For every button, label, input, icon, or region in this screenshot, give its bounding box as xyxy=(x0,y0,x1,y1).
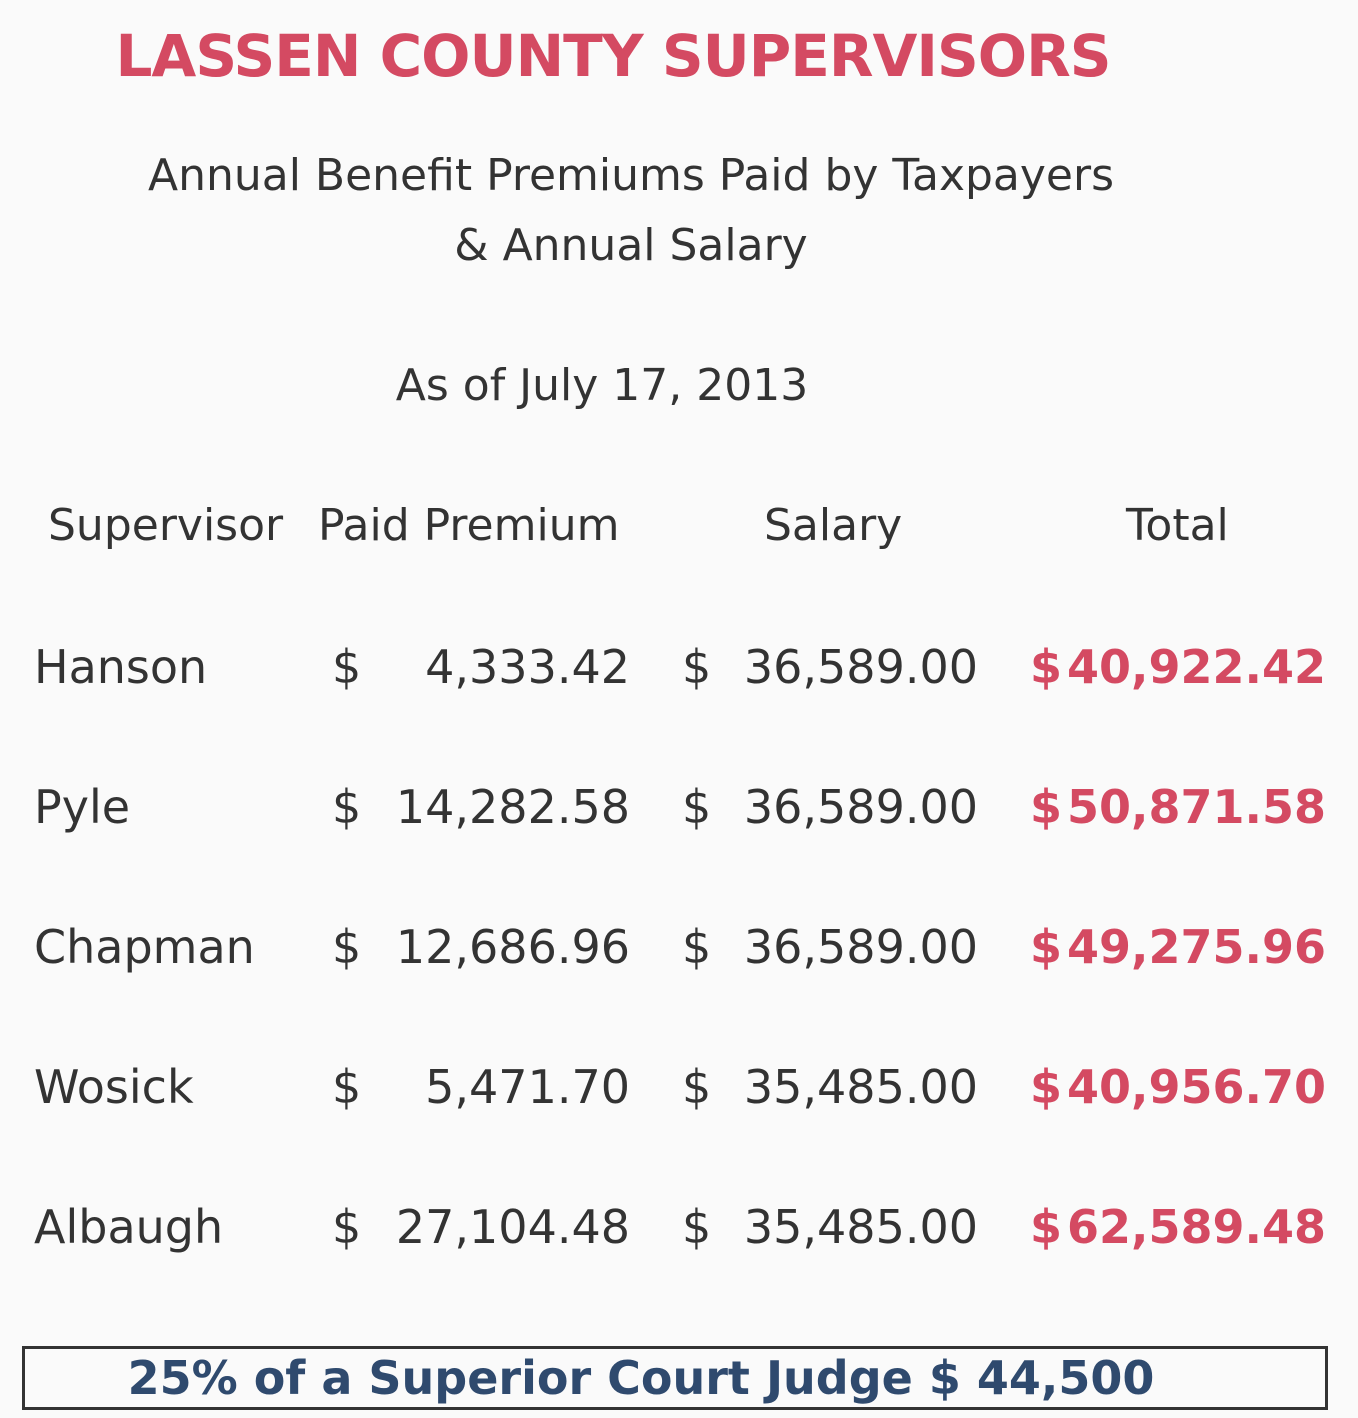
salary-currency: $ xyxy=(682,1200,712,1254)
supervisor-name: Chapman xyxy=(34,920,255,974)
total-value: 50,871.58 xyxy=(1067,780,1326,834)
footer-box xyxy=(22,1346,1328,1410)
salary-value: 36,589.00 xyxy=(743,920,978,974)
total-value: 40,956.70 xyxy=(1067,1060,1326,1114)
subtitle-line-2: & Annual Salary xyxy=(454,220,808,271)
as-of-date: As of July 17, 2013 xyxy=(395,360,809,411)
supervisor-name: Albaugh xyxy=(34,1200,224,1254)
salary-value: 36,589.00 xyxy=(743,780,978,834)
premium-currency: $ xyxy=(332,1200,362,1254)
salary-currency: $ xyxy=(682,920,712,974)
salary-value: 35,485.00 xyxy=(743,1200,978,1254)
premium-value: 12,686.96 xyxy=(395,920,630,974)
total-value: 49,275.96 xyxy=(1067,920,1326,974)
table-row xyxy=(0,920,1358,980)
premium-currency: $ xyxy=(332,640,362,694)
total-value: 62,589.48 xyxy=(1067,1200,1326,1254)
page-title: LASSEN COUNTY SUPERVISORS xyxy=(115,22,1111,90)
supervisor-name: Hanson xyxy=(34,640,208,694)
total-value: 40,922.42 xyxy=(1067,640,1326,694)
salary-value: 36,589.00 xyxy=(743,640,978,694)
column-header-total: Total xyxy=(1126,500,1229,551)
premium-currency: $ xyxy=(332,1060,362,1114)
supervisor-name: Pyle xyxy=(34,780,131,834)
subtitle-line-1: Annual Benefit Premiums Paid by Taxpayers xyxy=(147,150,1115,201)
column-header-paid-premium: Paid Premium xyxy=(318,500,620,551)
total-currency: $ xyxy=(1030,640,1063,694)
salary-value: 35,485.00 xyxy=(743,1060,978,1114)
footer-note: 25% of a Superior Court Judge $ 44,500 xyxy=(127,1351,1155,1405)
premium-value: 27,104.48 xyxy=(395,1200,630,1254)
total-currency: $ xyxy=(1030,1060,1063,1114)
table-row xyxy=(0,1060,1358,1120)
salary-currency: $ xyxy=(682,640,712,694)
column-header-supervisor: Supervisor xyxy=(48,500,284,551)
total-currency: $ xyxy=(1030,1200,1063,1254)
supervisor-name: Wosick xyxy=(34,1060,194,1114)
salary-currency: $ xyxy=(682,780,712,834)
column-header-salary: Salary xyxy=(764,500,903,551)
premium-value: 5,471.70 xyxy=(425,1060,630,1114)
premium-currency: $ xyxy=(332,780,362,834)
salary-currency: $ xyxy=(682,1060,712,1114)
table-row xyxy=(0,640,1358,700)
premium-currency: $ xyxy=(332,920,362,974)
premium-value: 4,333.42 xyxy=(425,640,630,694)
table-row xyxy=(0,1200,1358,1260)
total-currency: $ xyxy=(1030,920,1063,974)
table-row xyxy=(0,780,1358,840)
total-currency: $ xyxy=(1030,780,1063,834)
premium-value: 14,282.58 xyxy=(395,780,630,834)
